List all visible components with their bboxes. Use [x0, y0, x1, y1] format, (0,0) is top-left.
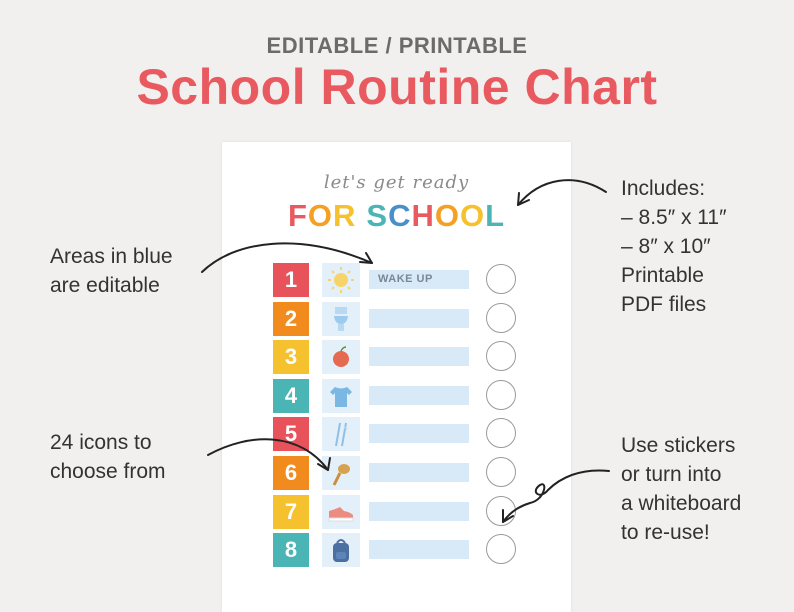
arrow-to-checkbox — [503, 470, 609, 522]
arrow-to-heading — [518, 180, 606, 205]
editable-task-field[interactable]: WAKE UP — [369, 270, 469, 289]
includes-line: Includes: — [621, 177, 706, 200]
stickers-line: to re-use! — [621, 521, 710, 544]
step-number: 1 — [273, 263, 309, 297]
stickers-line: a whiteboard — [621, 492, 742, 515]
arrow-to-wake-up — [202, 243, 372, 272]
heading-letter: S — [366, 198, 389, 233]
editable-line: are editable — [50, 274, 160, 297]
heading-letter: L — [485, 198, 506, 233]
step-number: 7 — [273, 495, 309, 529]
includes-line: Printable — [621, 264, 704, 287]
heading-letter: F — [287, 198, 308, 233]
script-heading: let's get ready — [323, 172, 470, 193]
stickers-line: or turn into — [621, 463, 722, 486]
subtitle: EDITABLE / PRINTABLE — [266, 33, 528, 58]
page-title: School Routine Chart — [136, 59, 658, 115]
heading-letter: O — [307, 198, 333, 233]
step-number: 8 — [273, 533, 309, 567]
icons-line: choose from — [50, 460, 166, 483]
heading-letter: O — [459, 198, 486, 233]
stickers-line: Use stickers — [621, 434, 736, 457]
includes-line: – 8.5″ x 11″ — [621, 206, 727, 229]
heading-letter: O — [434, 198, 460, 233]
heading-letter: H — [411, 198, 435, 233]
step-number: 6 — [273, 456, 309, 490]
heading-letter: C — [388, 198, 412, 233]
icons-line: 24 icons to — [50, 431, 152, 454]
includes-line: PDF files — [621, 293, 707, 316]
step-number: 4 — [273, 379, 309, 413]
includes-line: – 8″ x 10″ — [621, 235, 711, 258]
step-number: 5 — [273, 417, 309, 451]
step-number: 2 — [273, 302, 309, 336]
editable-line: Areas in blue — [50, 245, 173, 268]
arrow-to-icons — [208, 439, 328, 470]
heading-letter: R — [333, 198, 357, 233]
step-number: 3 — [273, 340, 309, 374]
